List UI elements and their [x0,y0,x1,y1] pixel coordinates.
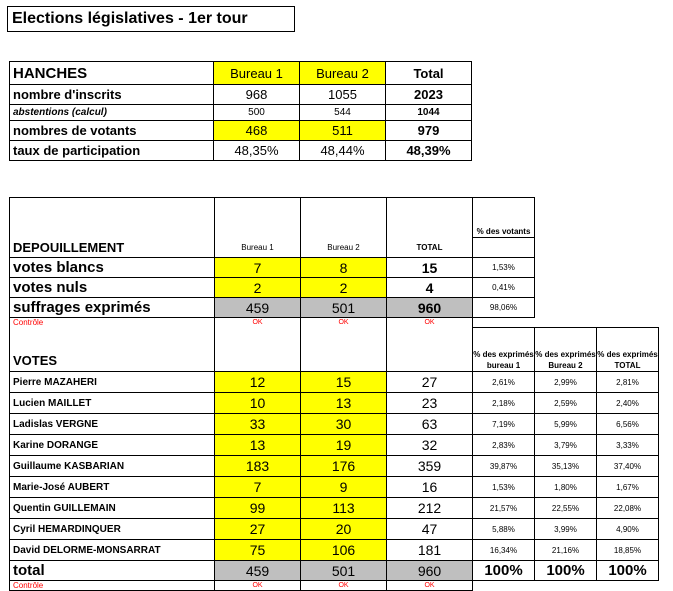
cell-total: 960 [387,561,473,581]
header-pct-b2: % des exprimés Bureau 2 [535,328,597,372]
cell-pct-total: 18,85% [597,540,659,561]
cell-b2: 48,44% [300,141,386,161]
candidate-name: Guillaume KASBARIAN [10,456,215,477]
table-row [10,85,472,105]
cell-pct-total: 3,33% [597,435,659,456]
cell-pct-b1: 21,57% [473,498,535,519]
cell-pct: 1,53% [473,258,535,278]
table-row [10,372,659,393]
table-row [10,477,659,498]
cell-pct-total: 2,81% [597,372,659,393]
candidate-name: David DELORME-MONSARRAT [10,540,215,561]
cell-b1: 48,35% [214,141,300,161]
results-table [9,197,659,591]
cell-b1: 7 [215,258,301,278]
cell-pct: 0,41% [473,278,535,298]
cell-pct-b1: 39,87% [473,456,535,477]
table-row [10,393,659,414]
candidate-name: Karine DORANGE [10,435,215,456]
row-label: votes blancs [10,258,215,278]
row-label: suffrages exprimés [10,298,215,318]
row-label: nombres de votants [10,121,214,141]
table-row [10,435,659,456]
cell-b2: 15 [301,372,387,393]
control-b2: OK [301,318,387,328]
cell-b1: 968 [214,85,300,105]
cell-b2: 176 [301,456,387,477]
cell-pct-b2: 21,16% [535,540,597,561]
commune-name: HANCHES [10,62,214,85]
candidate-name: Lucien MAILLET [10,393,215,414]
row-label: nombre d'inscrits [10,85,214,105]
cell-b2: 501 [301,561,387,581]
cell-pct-total: 1,67% [597,477,659,498]
cell-pct-b1: 2,18% [473,393,535,414]
cell-pct-b2: 3,79% [535,435,597,456]
cell-pct-total: 4,90% [597,519,659,540]
cell-b2: 20 [301,519,387,540]
cell-b2: 30 [301,414,387,435]
table-row [10,258,659,278]
cell-pct-b2: 22,55% [535,498,597,519]
cell-b2: 8 [301,258,387,278]
cell-pct-b2: 3,99% [535,519,597,540]
row-label: votes nuls [10,278,215,298]
cell-pct-b2: 100% [535,561,597,581]
cell-b1: 2 [215,278,301,298]
cell-total: 979 [386,121,472,141]
row-label: taux de participation [10,141,214,161]
cell-pct-total: 37,40% [597,456,659,477]
cell-pct-total: 2,40% [597,393,659,414]
cell-b1: 12 [215,372,301,393]
cell-total: 16 [387,477,473,498]
cell-pct-b2: 35,13% [535,456,597,477]
candidate-name: Cyril HEMARDINQUER [10,519,215,540]
table-header-row [10,238,659,258]
cell-total: 960 [387,298,473,318]
cell-b1: 33 [215,414,301,435]
header-total: TOTAL [387,238,473,258]
row-label: abstentions (calcul) [10,105,214,121]
cell-total: 212 [387,498,473,519]
control-label: Contrôle [10,318,215,328]
candidate-name: Marie-José AUBERT [10,477,215,498]
cell-pct-b1: 5,88% [473,519,535,540]
candidate-name: Pierre MAZAHERI [10,372,215,393]
cell-total: 63 [387,414,473,435]
cell-pct-b1: 100% [473,561,535,581]
cell-b1: 7 [215,477,301,498]
cell-total: 181 [387,540,473,561]
control-b1: OK [215,581,301,591]
cell-pct-b2: 1,80% [535,477,597,498]
cell-pct-b1: 7,19% [473,414,535,435]
cell-b1: 459 [215,561,301,581]
control-b1: OK [215,318,301,328]
cell-total: 23 [387,393,473,414]
header-pct-b1: % des exprimés bureau 1 [473,328,535,372]
header-bureau-2: Bureau 2 [301,238,387,258]
candidate-name: Quentin GUILLEMAIN [10,498,215,519]
cell-pct-b2: 2,59% [535,393,597,414]
cell-pct-b1: 1,53% [473,477,535,498]
cell-b2: 19 [301,435,387,456]
control-b2: OK [301,581,387,591]
cell-total: 359 [387,456,473,477]
table-header-row [10,62,472,85]
table-header-row [10,198,659,238]
cell-b1: 500 [214,105,300,121]
cell-pct-total: 6,56% [597,414,659,435]
table-row [10,141,472,161]
cell-b1: 10 [215,393,301,414]
cell-b2: 2 [301,278,387,298]
table-row [10,519,659,540]
cell-b1: 468 [214,121,300,141]
cell-total: 2023 [386,85,472,105]
control-row [10,318,659,328]
row-label: total [10,561,215,581]
cell-pct-b2: 5,99% [535,414,597,435]
control-row [10,581,659,591]
cell-pct-total: 22,08% [597,498,659,519]
control-total: OK [387,581,473,591]
control-total: OK [387,318,473,328]
section-label-depouillement: DEPOUILLEMENT [10,238,215,258]
cell-pct-b1: 16,34% [473,540,535,561]
table-row [10,105,472,121]
table-row [10,298,659,318]
cell-pct-b1: 2,83% [473,435,535,456]
cell-b2: 106 [301,540,387,561]
cell-b2: 501 [301,298,387,318]
candidate-name: Ladislas VERGNE [10,414,215,435]
header-pct-total: % des exprimés TOTAL [597,328,659,372]
total-row [10,561,659,581]
table-row [10,456,659,477]
section-label-votes: VOTES [10,328,215,372]
cell-total: 4 [387,278,473,298]
table-row [10,414,659,435]
cell-total: 47 [387,519,473,540]
table-row [10,278,659,298]
cell-b1: 27 [215,519,301,540]
cell-b1: 183 [215,456,301,477]
cell-pct-b1: 2,61% [473,372,535,393]
header-pct-votants: % des votants [473,198,535,238]
cell-b1: 99 [215,498,301,519]
cell-b2: 511 [300,121,386,141]
cell-total: 15 [387,258,473,278]
cell-b2: 13 [301,393,387,414]
cell-b2: 9 [301,477,387,498]
cell-total: 32 [387,435,473,456]
cell-pct: 98,06% [473,298,535,318]
table-row [10,540,659,561]
participation-table [9,61,472,161]
header-bureau-1: Bureau 1 [215,238,301,258]
table-row [10,121,472,141]
table-row [10,498,659,519]
header-bureau-1: Bureau 1 [214,62,300,85]
cell-b1: 459 [215,298,301,318]
cell-b1: 13 [215,435,301,456]
control-label: Contrôle [10,581,215,591]
header-total: Total [386,62,472,85]
cell-total: 27 [387,372,473,393]
cell-b2: 544 [300,105,386,121]
cell-b2: 1055 [300,85,386,105]
header-bureau-2: Bureau 2 [300,62,386,85]
cell-pct-total: 100% [597,561,659,581]
cell-total: 1044 [386,105,472,121]
cell-total: 48,39% [386,141,472,161]
cell-b2: 113 [301,498,387,519]
table-header-row [10,328,659,372]
page-title: Elections législatives - 1er tour [7,6,295,32]
cell-b1: 75 [215,540,301,561]
cell-pct-b2: 2,99% [535,372,597,393]
